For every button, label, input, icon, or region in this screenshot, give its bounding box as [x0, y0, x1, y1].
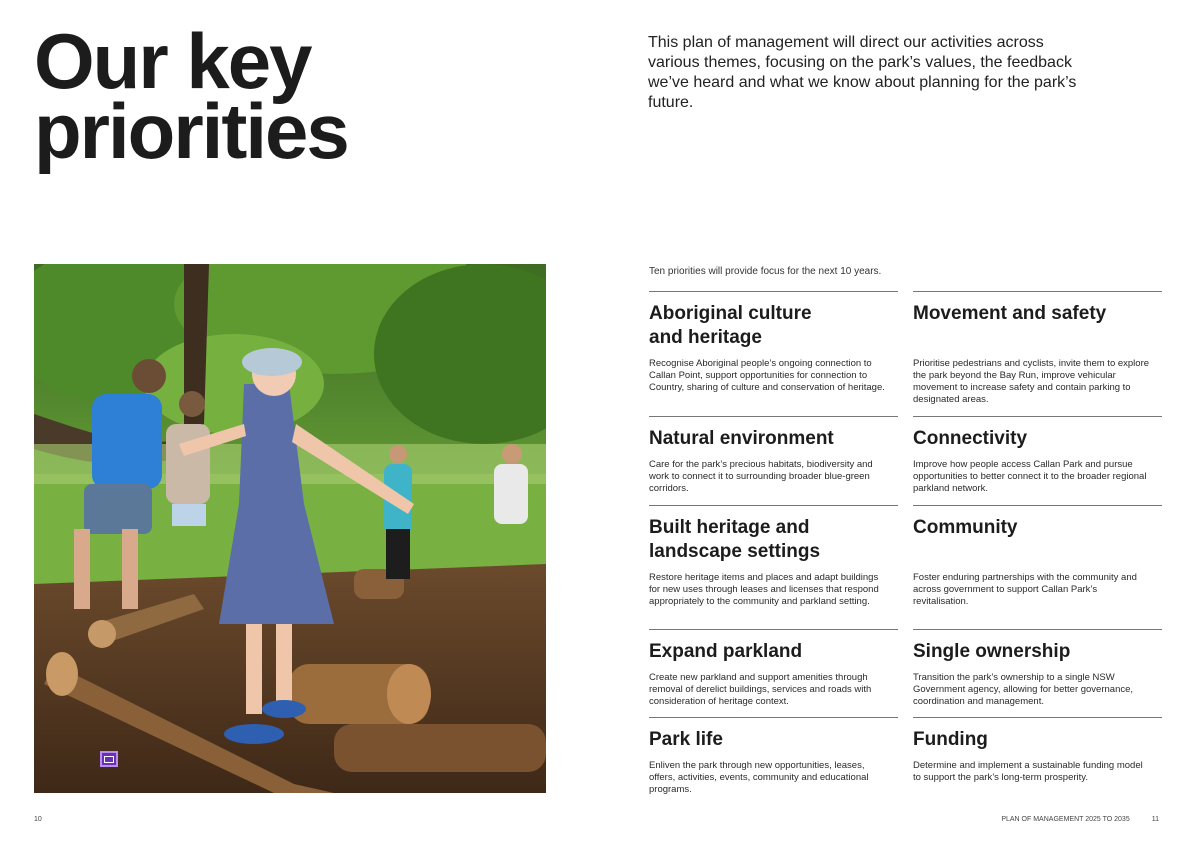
- priority-title: Natural environment: [649, 428, 834, 449]
- priority-title: Aboriginal culture and heritage: [649, 303, 812, 348]
- priority-description: Recognise Aboriginal people’s ongoing connection to Callan Point, support opportunities for connection to Country, sharing of culture and conservation of heritage.: [649, 358, 885, 393]
- footer-right: [1001, 816, 1159, 823]
- priority-title: Community: [913, 517, 1018, 538]
- priority-community: [913, 505, 1162, 631]
- priority-description: Determine and implement a sustainable funding model to support the park’s long-term prosperity.: [913, 760, 1143, 783]
- priority-description: Enliven the park through new opportunities, leases, offers, activities, events, community and educational programs.: [649, 760, 869, 795]
- priority-park-life: [649, 717, 898, 801]
- priority-title: Built heritage and landscape settings: [649, 517, 821, 562]
- priority-title: Funding: [913, 729, 988, 750]
- priority-description: Care for the park’s precious habitats, biodiversity and work to connect it to surrounding broader blue-green corridors.: [649, 459, 873, 494]
- priority-title: Connectivity: [913, 428, 1028, 449]
- priority-single-ownership: [913, 629, 1162, 719]
- priority-natural-environment: [649, 416, 898, 506]
- page-title-line-1: Our key: [34, 17, 311, 105]
- intro-paragraph: This plan of management will direct our activities across various themes, focusing on the park’s values, the feedback we’ve heard and what we know about planning for the park’s future.: [648, 34, 1077, 111]
- priorities-grid: [649, 291, 1162, 801]
- priority-connectivity: [913, 416, 1162, 506]
- priority-title: Single ownership: [913, 641, 1071, 662]
- priority-aboriginal-culture: [649, 291, 898, 417]
- priority-description: Prioritise pedestrians and cyclists, invite them to explore the park beyond the Bay Run, improve vehicular movement to increase safety and contain parking to designated areas.: [913, 358, 1150, 405]
- priority-movement-safety: [913, 291, 1162, 417]
- photo-overlay-icon: [100, 751, 118, 767]
- priority-description: Improve how people access Callan Park and pursue opportunities to better connect it to the broader regional parkland network.: [913, 459, 1147, 494]
- page-title-line-2: priorities: [34, 87, 348, 175]
- priority-title: Park life: [649, 729, 723, 750]
- priority-description: Foster enduring partnerships with the community and across government to support Callan Park’s revitalisation.: [913, 572, 1137, 607]
- priority-description: Restore heritage items and places and adapt buildings for new uses through leases and licenses that respond appropriately to the community and parkland setting.: [649, 572, 879, 607]
- priority-description: Transition the park’s ownership to a single NSW Government agency, allowing for better governance, coordination and management.: [913, 672, 1134, 707]
- priority-title: Expand parkland: [649, 641, 803, 662]
- priority-expand-parkland: [649, 629, 898, 719]
- priority-title: Movement and safety: [913, 303, 1107, 324]
- priority-built-heritage: [649, 505, 898, 631]
- page-number-right: 11: [1151, 816, 1159, 823]
- priorities-lead-text: Ten priorities will provide focus for the next 10 years.: [649, 266, 882, 277]
- priority-description: Create new parkland and support amenities through removal of derelict buildings, services and roads with consideration of heritage context.: [649, 672, 872, 707]
- page-number-left: 10: [34, 816, 42, 823]
- page-title: [34, 17, 348, 175]
- children-balancing-on-logs-photo: [34, 264, 546, 793]
- document-name: PLAN OF MANAGEMENT 2025 TO 2035: [1001, 816, 1130, 823]
- priority-funding: [913, 717, 1162, 801]
